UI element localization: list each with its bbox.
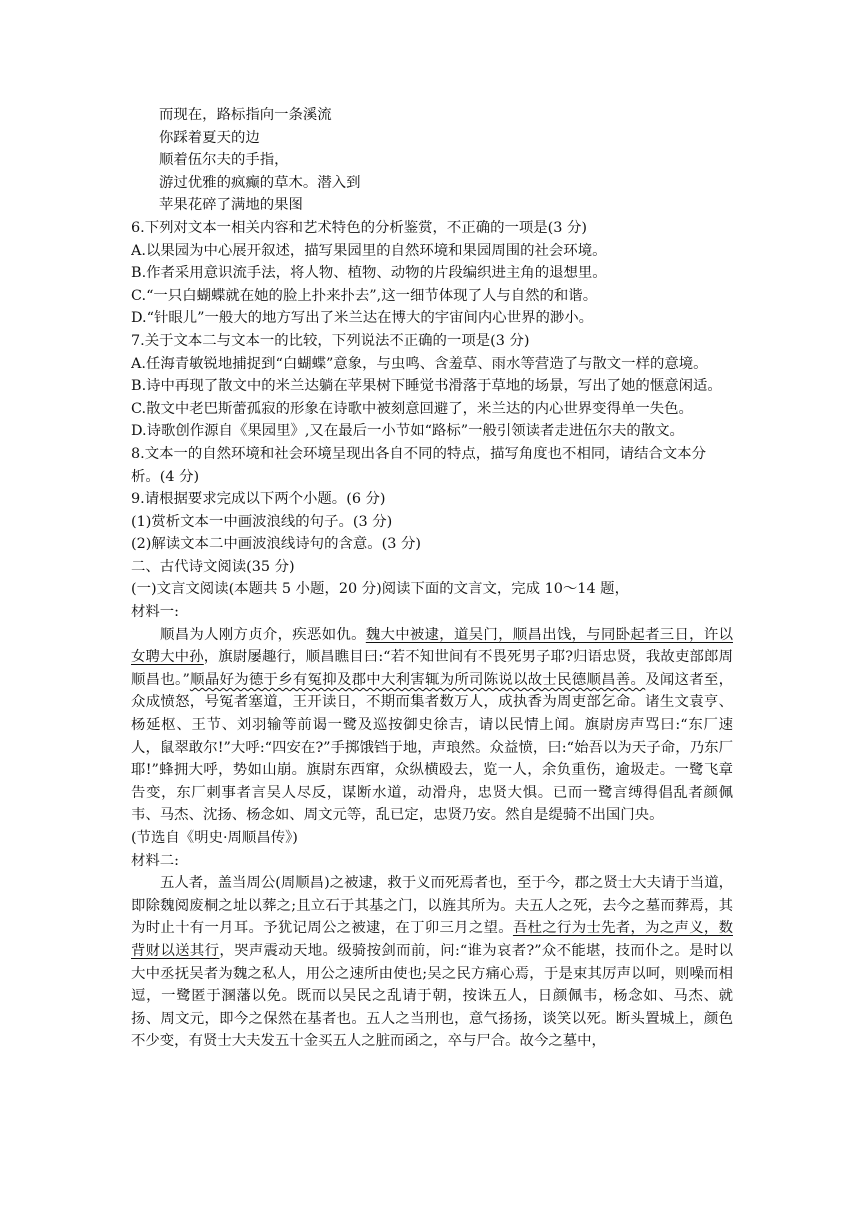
question-9 xyxy=(131,488,733,556)
question-stem: 9.请根据要求完成以下两个小题。(6 分) xyxy=(131,491,386,508)
text-segment: 顺昌为人刚方贞介，疾恶如仇。 xyxy=(160,626,366,643)
question-8 xyxy=(131,443,733,488)
material-paragraph xyxy=(131,624,733,827)
source-citation: (节选自《明史·周顺昌传》) xyxy=(131,830,298,846)
material-label: 材料一: xyxy=(131,604,180,621)
sub-question-2: (2)解读文本二中画波浪线诗句的含意。(3 分) xyxy=(131,536,421,553)
wavy-underlined-sentence: 顺晶好为德于乡有冤抑及郡中大利害辄为所司陈说以故士民德顺昌善。 xyxy=(189,671,646,688)
option-a: A.以果园为中心展开叙述，描写果园里的自然环境和果园周围的社会环境。 xyxy=(131,242,607,259)
material-paragraph xyxy=(131,872,733,1053)
material-2 xyxy=(131,850,733,1053)
text-segment: 及闻这者至，众成愤怒，号冤者塞道，王开读日，不期而集者数万人，成执香为周吏部乞命。诸生文袁亨、杨延枢、王节、刘羽输等前谒一鹭及巡按御史徐吉，请以民情上闻。旗尉房声骂曰:“东厂速人，鼠翠敢尔!”大呼:“四安在?”手掷饿铛于地，声琅然。众益愤，曰:“始吾以为天子命，乃东厂耶!”蜂拥大呼，势如山崩。旗尉东西窜，众纵横殴去，览一人，余负重伤，逾圾走。一鹭飞章告变，东厂刺事者言吴人尽反，谋断水道，动滑舟，忠贤大惧。已而一鹭言缚得倡乱者颜佩韦、马杰、沈扬、杨念如、周文元等，乱已定，忠贤乃安。然自是缇骑不出国门央。 xyxy=(131,671,733,824)
section-heading: 二、古代诗文阅读(35 分) xyxy=(131,558,295,575)
poem-line: 苹果花碎了满地的果图 xyxy=(159,197,303,214)
option-b: B.诗中再现了散文中的米兰达躺在苹果树下睡觉书滑落于草地的场景，写出了她的惬意闲适。 xyxy=(131,378,722,395)
sub-question-1: (1)赏析文本一中画波浪线的句子。(3 分) xyxy=(131,513,393,530)
option-d: D.诗歌创作源自《果园里》,又在最后一小节如“路标”一般引领读者走进伍尔夫的散文。 xyxy=(131,423,684,440)
material-1 xyxy=(131,601,733,850)
material-label: 材料二: xyxy=(131,852,180,869)
text-segment: ，旗尉屡趣行，顺昌瞧目曰:“若不知世间有不畏死男子耶?归语忠贤，我故吏部郎周顺昌也。” xyxy=(131,649,733,688)
question-stem: 8.文本一的自然环境和社会环境呈现出各自不同的特点，描写角度也不相同，请结合文本分 xyxy=(131,445,706,462)
question-6 xyxy=(131,217,733,330)
poem-line: 你踩着夏天的边 xyxy=(159,129,260,146)
question-7 xyxy=(131,330,733,443)
question-stem: 7.关于文本二与文本一的比较，下列说法不正确的一项是(3 分) xyxy=(131,332,530,349)
option-d: D.“针眼儿”一般大的地方写出了米兰达在博大的宇宙间内心世界的渺小。 xyxy=(131,310,594,327)
text-segment: 五人者，盖当周公(周顺昌)之被逮，救于义而死焉者也，至于今，郡之贤士大夫请于当道，即除魏阅废桐之址以葬之;且立石于其基之门，以旌其所为。夫五人之死，去今之墓而葬焉，其为时止十有一月耳。予犹记周公之被逮，在丁卯三月之望。 xyxy=(131,875,733,937)
option-c: C.“一只白蝴蝶就在她的脸上扑来扑去”,这一细节体现了人与自然的和谐。 xyxy=(131,287,598,304)
poem-line: 游过优雅的疯癫的草木。潜入到 xyxy=(159,174,361,191)
underlined-sentence: 魏大中被逮，道吴门，顺昌出饯，与同卧起者三日，许以女聘大中孙 xyxy=(131,626,733,666)
poem-line: 顺着伍尔夫的手指， xyxy=(159,152,289,169)
question-stem: 6.下列对文本一相关内容和艺术特色的分析鉴赏，不正确的一项是(3 分) xyxy=(131,219,588,236)
question-stem-continued: 析。(4 分) xyxy=(131,468,200,485)
option-b: B.作者采用意识流手法，将人物、植物、动物的片段编织进主角的退想里。 xyxy=(131,265,607,282)
section-intro: (一)文言文阅读(本题共 5 小题，20 分)阅读下面的文言文，完成 10～14 题， xyxy=(131,581,629,598)
underlined-sentence: 吾杜之行为士先者，为之声义，数背财以送其行 xyxy=(131,920,733,959)
document-page xyxy=(131,104,733,1053)
poem-excerpt xyxy=(131,104,733,217)
poem-line: 而现在，路标指向一条溪流 xyxy=(159,107,332,123)
text-segment: ，哭声震动天地。级骑按剑而前，问:“谁为哀者?”众不能堪，技而仆之。是时以大中丞抚吴者为魏之私人，用公之速所由使也;吴之民方痛心焉，于是束其厉声以呵，则噪而相逗，一鹭匿于溷藩以免。既而以吴民之乱请于朝，按诛五人，日颜佩韦，杨念如、马杰、就扬、周文元，即今之保然在基者也。五人之当刑也，意气扬扬，谈笑以死。断头置城上，颜色不少变，有贤士大夫发五十金买五人之脏而函之，卒与尸合。故今之墓中， xyxy=(131,942,733,1050)
option-c: C.散文中老巴斯蕾孤寂的形象在诗歌中被刻意回避了，米兰达的内心世界变得单一失色。 xyxy=(131,400,693,417)
option-a: A.任海青敏锐地捕捉到“白蝴蝶”意象，与虫鸣、含羞草、雨水等营造了与散文一样的意境。 xyxy=(131,355,708,372)
